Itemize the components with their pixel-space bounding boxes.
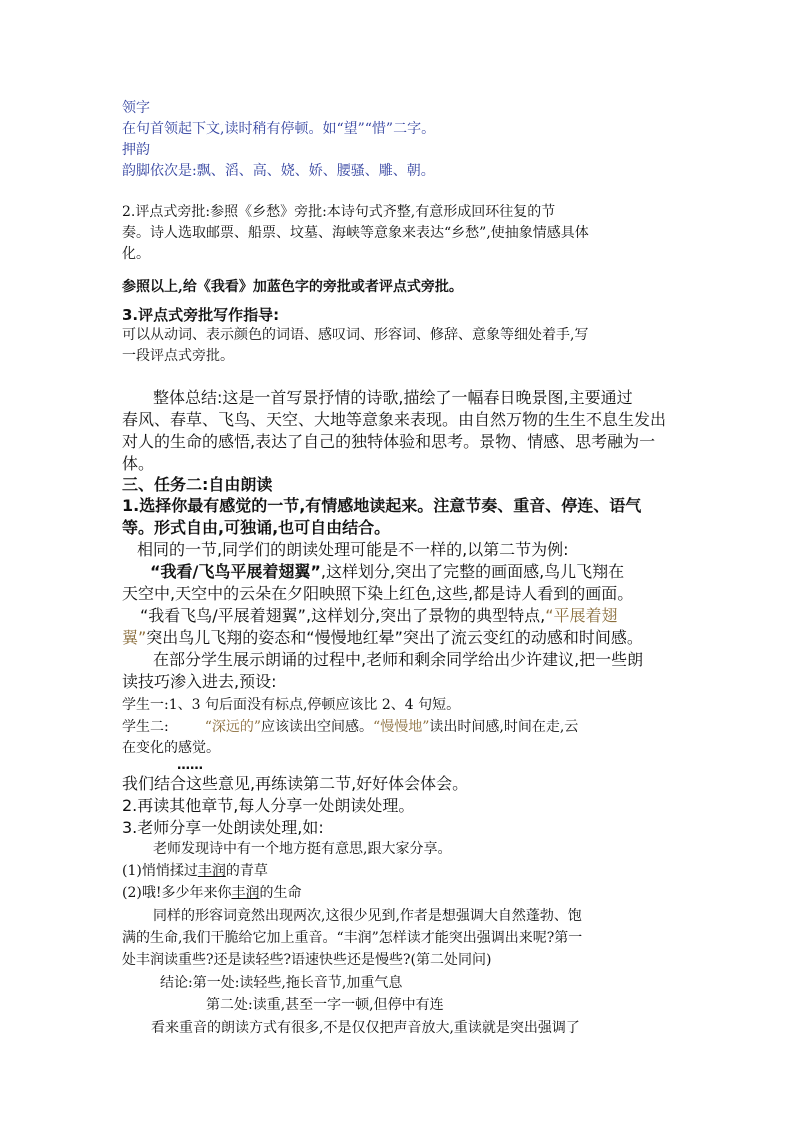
example2-post: 的生命 xyxy=(259,885,302,901)
section2-line1: 2.评点式旁批:参照《乡愁》旁批:本诗句式齐整,有意形成回环往复的节 xyxy=(122,204,556,220)
conclusion-line2: 第二处:读重,甚至一字一顿,但停中有连 xyxy=(206,997,444,1013)
section3-line1: 可以从动词、表示颜色的词语、感叹词、形容词、修辞、意象等细处着手,写 xyxy=(122,327,589,343)
example1 xyxy=(122,864,268,878)
para3: 我们结合这些意见,再练读第二节,好好体会体会。 xyxy=(122,774,469,793)
summary-line2: 春风、春草、飞鸟、天空、大地等意象来表现。由自然万物的生生不息生发出 xyxy=(122,410,667,429)
quote2-l2b: 突出鸟儿飞翔的姿态和“慢慢地红晕”突出了流云变红的动感和时间感。 xyxy=(146,628,643,647)
yayun-title: 押韵 xyxy=(122,142,150,158)
section2-line2: 奏。诗人选取邮票、船票、坟墓、海峡等意象来表达“乡愁”,使抽象情感具体 xyxy=(122,225,589,241)
final-line: 看来重音的朗读方式有很多,不是仅仅把声音放大,重读就是突出强调了 xyxy=(151,1020,580,1036)
task2-heading: 三、任务二:自由朗读 xyxy=(122,475,273,494)
numbered-2: 2.再读其他章节,每人分享一处朗读处理。 xyxy=(122,796,415,815)
quote1-rest: ,这样划分,突出了完整的画面感,鸟儿飞翔在 xyxy=(320,562,625,581)
task2-bold-line2: 等。形式自由,可独诵,也可自由结合。 xyxy=(122,518,391,537)
example1-pre: (1)悄悄揉过 xyxy=(122,863,198,879)
student1: 学生一:1、3 句后面没有标点,停顿应该比 2、4 句短。 xyxy=(122,697,461,713)
student2-line1 xyxy=(122,720,578,734)
student2-b: 应该读出空间感。 xyxy=(261,719,374,735)
student2-line2: 在变化的感觉。 xyxy=(122,740,220,756)
discussion-line2: 满的生命,我们干脆给它加上重音。“丰润”怎样读才能突出强调出来呢?第一 xyxy=(122,930,583,946)
quote2-c: “平展着翅 xyxy=(545,606,618,625)
section2-line3: 化。 xyxy=(122,246,150,262)
quote2-a: “我看飞鸟/平展着翅翼” xyxy=(140,606,306,625)
lingzi-desc: 在句首领起下文,读时稍有停顿。如“望”“惜”二字。 xyxy=(122,121,436,137)
quote2-l2a: 翼” xyxy=(122,628,147,647)
student2-c: “慢慢地” xyxy=(373,719,430,735)
section3-title: 3.评点式旁批写作指导: xyxy=(122,306,280,324)
summary-line3: 对人的生命的感悟,表达了自己的独特体验和思考。景物、情感、思考融为一 xyxy=(122,432,656,451)
para2-line1: 在部分学生展示朗诵的过程中,老师和剩余同学给出少许建议,把一些朗 xyxy=(153,650,644,669)
task2-bold-line1: 1.选择你最有感觉的一节,有情感地读起来。注意节奏、重音、停连、语气 xyxy=(122,496,642,515)
lingzi-title: 领字 xyxy=(122,100,150,116)
example2 xyxy=(122,886,301,900)
example2-pre: (2)哦!多少年来你 xyxy=(122,885,232,901)
quote2-line2 xyxy=(122,630,643,646)
example1-post: 的青草 xyxy=(225,863,268,879)
student2-a: “深远的” xyxy=(204,719,262,735)
quote2-line1 xyxy=(140,608,618,624)
quote1-line1 xyxy=(150,564,624,580)
teacher-line: 老师发现诗中有一个地方挺有意思,跟大家分享。 xyxy=(153,841,452,857)
example1-underline: 丰润 xyxy=(197,863,226,879)
task2-para1: 相同的一节,同学们的朗读处理可能是不一样的,以第二节为例: xyxy=(137,540,569,559)
discussion-line3: 处丰润读重些?还是读轻些?语速快些还是慢些?(第二处同问) xyxy=(122,952,492,968)
instruction: 参照以上,给《我看》加蓝色字的旁批或者评点式旁批。 xyxy=(122,279,463,295)
discussion-line1: 同样的形容词竟然出现两次,这很少见到,作者是想强调大自然蓬勃、饱 xyxy=(153,908,582,924)
summary-line1: 整体总结:这是一首写景抒情的诗歌,描绘了一幅春日晚景图,主要通过 xyxy=(153,388,633,407)
section3-line2: 一段评点式旁批。 xyxy=(122,348,234,364)
numbered-3: 3.老师分享一处朗读处理,如: xyxy=(122,818,324,837)
conclusion-line1: 结论:第一处:读轻些,拖长音节,加重气息 xyxy=(160,975,403,991)
summary-line4: 体。 xyxy=(122,454,155,473)
ellipsis: …… xyxy=(177,758,203,773)
quote1-line2: 天空中,天空中的云朵在夕阳映照下染上红色,这些,都是诗人看到的画面。 xyxy=(122,584,634,603)
quote2-b: ,这样划分,突出了景物的典型特点, xyxy=(305,606,546,625)
student2-label: 学生二: xyxy=(122,719,169,735)
student2-d: 读出时间感,时间在走,云 xyxy=(429,719,579,735)
example2-underline: 丰润 xyxy=(231,885,260,901)
quote1-bold: “我看/飞鸟平展着翅翼” xyxy=(150,562,321,581)
para2-line2: 读技巧渗入进去,预设: xyxy=(122,672,277,691)
yayun-desc: 韵脚依次是:飘、滔、高、娆、娇、腰骚、雕、朝。 xyxy=(122,163,435,179)
